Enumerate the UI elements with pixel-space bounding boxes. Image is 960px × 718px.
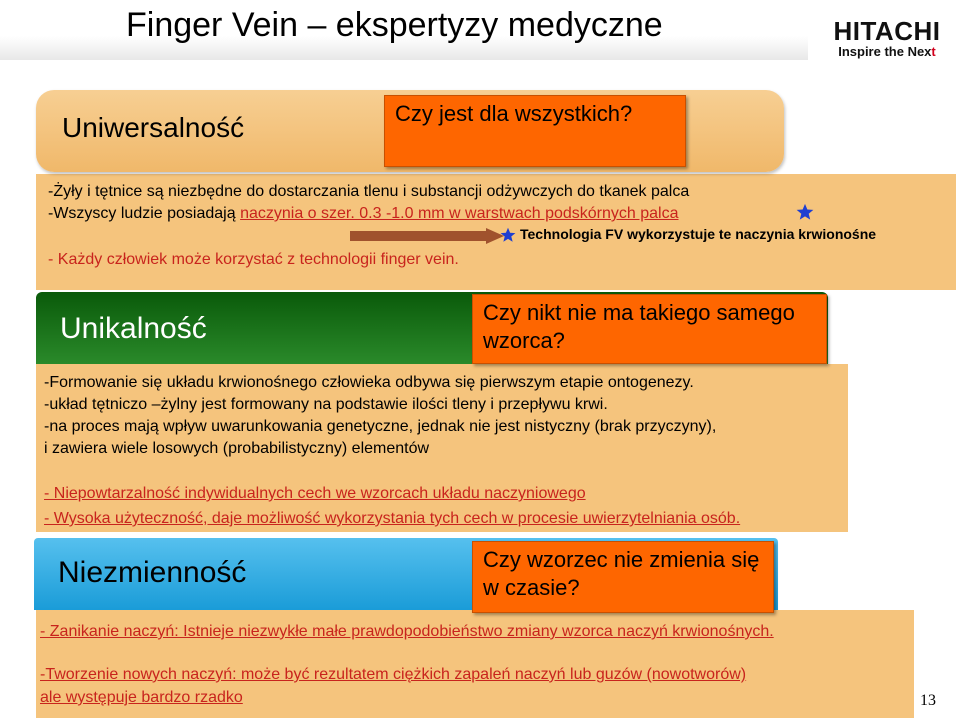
section3-heading: Niezmienność — [58, 556, 247, 589]
slide-title: Finger Vein – ekspertyzy medyczne — [126, 6, 663, 44]
hitachi-logo — [822, 18, 952, 60]
section3-conclusion-2: -Tworzenie nowych naczyń: może być rezultatem ciężkich zapaleń naczyń lub guzów (nowotworów) — [40, 666, 747, 683]
section2-heading: Unikalność — [60, 312, 207, 345]
section2-conclusion-2: - Wysoka użyteczność, daje możliwość wykorzystania tych cech w procesie uwierzytelniania osób. — [44, 510, 741, 527]
section1-bullet-2: -Wszyscy ludzie posiadają naczynia o szer. 0.3 -1.0 mm w warstwach podskórnych palca — [48, 205, 679, 222]
section1-bullet-1: -Żyły i tętnice są niezbędne do dostarczania tlenu i substancji odżywczych do tkanek palca — [48, 183, 690, 200]
section3-question: Czy wzorzec nie zmienia się w czasie? — [472, 541, 774, 613]
section3-conclusion-1: - Zanikanie naczyń: Istnieje niezwykłe małe prawdopodobieństwo zmiany wzorca naczyń krwionośnych. — [40, 623, 774, 640]
section1-conclusion: - Każdy człowiek może korzystać z technologii finger vein. — [48, 251, 459, 268]
star-icon — [500, 227, 516, 243]
logo-brand: HITACHI — [833, 16, 941, 46]
star-icon — [796, 203, 814, 221]
section1-question: Czy jest dla wszystkich? — [384, 95, 686, 167]
logo-tagline: Inspire the Next — [838, 44, 936, 59]
section2-bullet-1: -Formowanie się układu krwionośnego człowieka odbywa się pierwszym etapie ontogenezy. — [44, 374, 694, 391]
section2-question: Czy nikt nie ma takiego samego wzorca? — [472, 294, 827, 364]
section2-bullet-2: -układ tętniczo –żylny jest formowany na podstawie ilości tleny i przepływu krwi. — [44, 396, 608, 413]
section1-heading: Uniwersalność — [62, 112, 245, 143]
technology-note: Technologia FV wykorzystuje te naczynia krwionośne — [520, 226, 877, 242]
section2-bullet-4: i zawiera wiele losowych (probabilistyczny) elementów — [44, 440, 430, 457]
section2-conclusion-1: - Niepowtarzalność indywidualnych cech we wzorcach układu naczyniowego — [44, 485, 586, 502]
section2-bullet-3: -na proces mają wpływ uwarunkowania genetyczne, jednak nie jest nistyczny (brak przyczyny), — [44, 418, 717, 435]
section3-conclusion-3: ale występuje bardzo rzadko — [40, 689, 243, 706]
arrow-right-icon — [350, 228, 504, 244]
page-number: 13 — [920, 692, 936, 709]
